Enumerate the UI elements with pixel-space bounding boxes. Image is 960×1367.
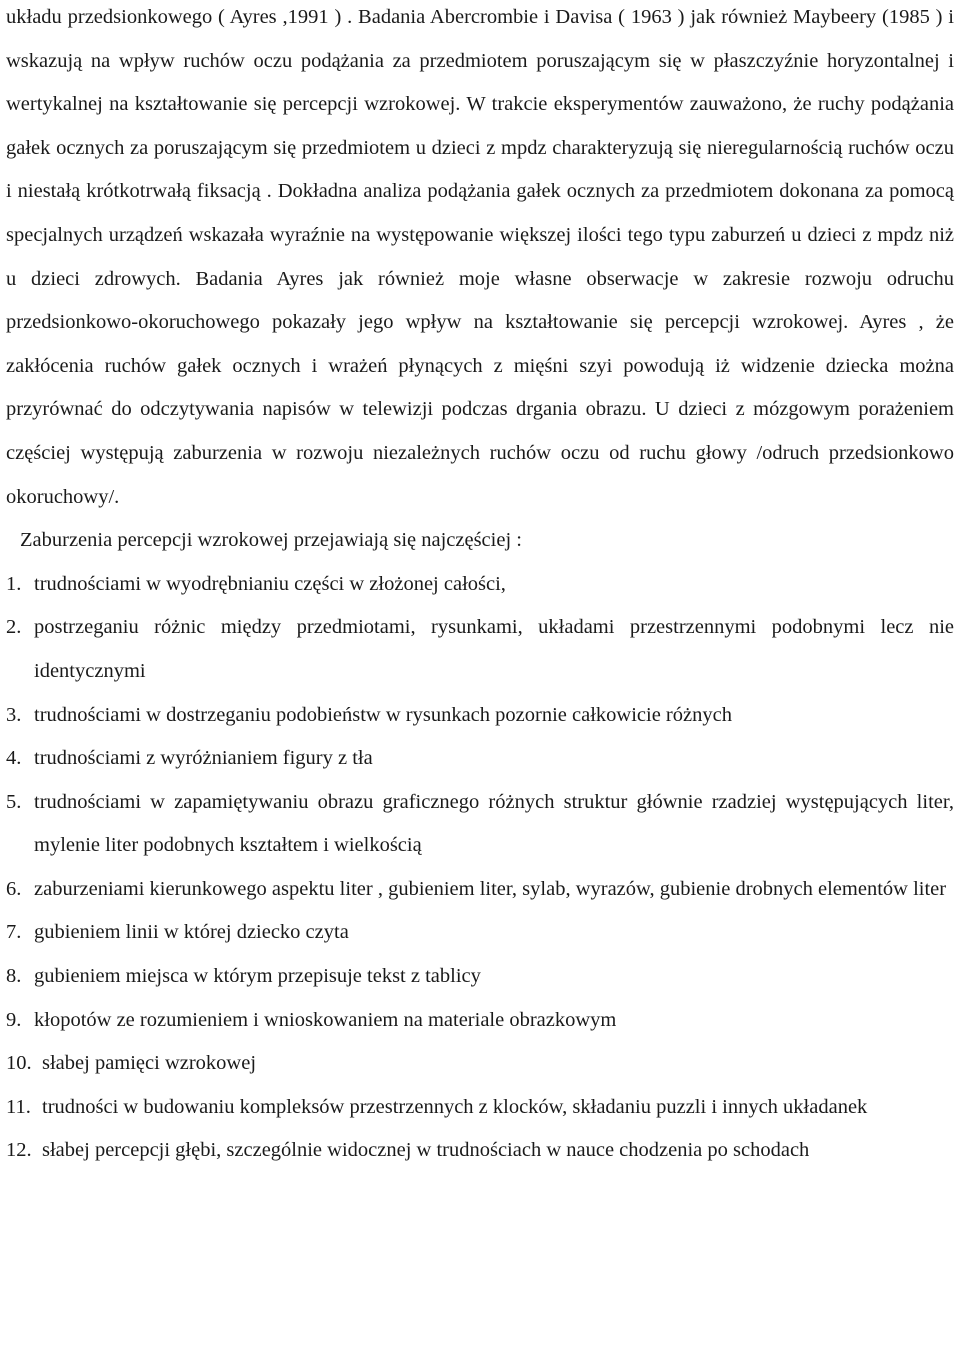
list-intro: Zaburzenia percepcji wzrokowej przejawiają się najczęściej : [20, 529, 522, 552]
list-item-text: trudnościami w dostrzeganiu podobieństw w rysunkach pozornie całkowicie różnych [34, 703, 732, 726]
list-item-text: gubieniem linii w której dziecko czyta [34, 921, 349, 944]
list-item-11 [6, 1086, 954, 1130]
list-item-text: trudnościami z wyróżnianiem figury z tła [34, 747, 373, 770]
list-item-number: 6. [6, 877, 22, 900]
list-item-number: 12. [6, 1139, 32, 1162]
list-item-12 [6, 1129, 954, 1173]
disorder-list [6, 563, 954, 1173]
list-item-9 [6, 999, 954, 1043]
list-item-number: 7. [6, 921, 22, 944]
list-item-3 [6, 694, 954, 738]
list-item-text: trudnościami w zapamiętywaniu obrazu graficznego różnych struktur głównie rzadziej występujących liter, mylenie liter podobnych kształtem i wielkością [34, 790, 954, 857]
list-item-number: 2. [6, 616, 22, 639]
list-item-text: trudności w budowaniu kompleksów przestrzennych z klocków, składaniu puzzli i innych układanek [42, 1095, 868, 1118]
list-item-number: 3. [6, 703, 22, 726]
document-page [6, 0, 954, 1173]
list-item-10 [6, 1042, 954, 1086]
list-item-number: 9. [6, 1008, 22, 1031]
list-item-text: słabej pamięci wzrokowej [42, 1052, 257, 1075]
list-item-number: 8. [6, 965, 22, 988]
list-item-text: trudnościami w wyodrębnianiu części w złożonej całości, [34, 572, 506, 595]
list-item-text: zaburzeniami kierunkowego aspektu liter , gubieniem liter, sylab, wyrazów, gubienie drobnych elementów liter [34, 877, 947, 900]
list-item-number: 5. [6, 790, 22, 813]
list-item-8 [6, 955, 954, 999]
list-item-4 [6, 737, 954, 781]
body-paragraph: układu przedsionkowego ( Ayres ,1991 ) . Badania Abercrombie i Davisa ( 1963 ) jak również Maybeery (1985 ) i wskazują na wpływ ruchów oczu podążania za przedmiotem poruszającym się w płaszczyźnie horyzontalnej i wertykalnej na kształtowanie się percepcji wzrokowej. W trakcie eksperymentów zauważono, że ruchy podążania gałek ocznych za poruszającym się przedmiotem u dzieci z mpdz charakteryzują się nieregularnością ruchów oczu i niestałą krótkotrwałą fiksacją . Dokładna analiza podążania gałek ocznych za przedmiotem dokonana za pomocą specjalnych urządzeń wskazała wyraźnie na występowanie większej ilości tego typu zaburzeń u dzieci z mpdz niż u dzieci zdrowych. Badania Ayres jak również moje własne obserwacje w zakresie rozwoju odruchu przedsionkowo-okoruchowego pokazały jego wpływ na kształtowanie się percepcji wzrokowej. Ayres , że zakłócenia ruchów gałek ocznych i wrażeń płynących z mięśni szyi powodują iż widzenie dziecka można przyrównać do odczytywania napisów w telewizji podczas drgania obrazu. U dzieci z mózgowym porażeniem częściej występują zaburzenia w rozwoju niezależnych ruchów oczu od ruchu głowy /odruch przedsionkowo okoruchowy/. [6, 6, 954, 508]
list-item-1 [6, 563, 954, 607]
list-item-text: postrzeganiu różnic między przedmiotami, rysunkami, układami przestrzennymi podobnymi lecz nie identycznymi [34, 616, 954, 682]
list-item-5 [6, 781, 954, 868]
list-item-text: gubieniem miejsca w którym przepisuje tekst z tablicy [34, 965, 481, 988]
list-item-text: kłopotów ze rozumieniem i wnioskowaniem na materiale obrazkowym [34, 1008, 617, 1031]
list-item-2 [6, 606, 954, 693]
list-item-7 [6, 911, 954, 955]
list-item-6 [6, 868, 954, 912]
list-item-number: 10. [6, 1052, 32, 1075]
list-item-number: 4. [6, 747, 22, 770]
list-item-number: 1. [6, 572, 22, 595]
list-item-text: słabej percepcji głębi, szczególnie widocznej w trudnościach w nauce chodzenia po schodach [42, 1139, 810, 1162]
list-item-number: 11. [6, 1095, 31, 1118]
